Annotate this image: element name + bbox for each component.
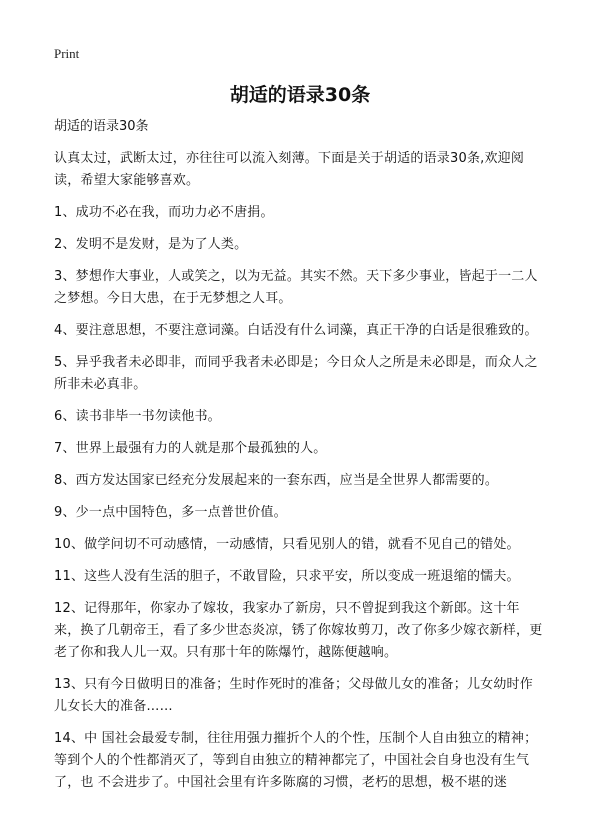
quote-item: 3、梦想作大事业，人或笑之，以为无益。其实不然。天下多少事业，皆起于一二人之梦想。今日大患，在于无梦想之人耳。 — [54, 269, 538, 306]
quote-item: 7、世界上最强有力的人就是那个最孤独的人。 — [54, 441, 327, 456]
quote-item: 11、这些人没有生活的胆子，不敢冒险，只求平安，所以变成一班退缩的懦夫。 — [54, 569, 520, 584]
quote-item: 6、读书非毕一书勿读他书。 — [54, 409, 221, 424]
quote-item: 8、西方发达国家已经充分发展起来的一套东西，应当是全世界人都需要的。 — [54, 473, 499, 488]
article-subtitle: 胡适的语录30条 — [54, 119, 149, 134]
quote-item: 10、做学问切不可动感情，一动感情，只看见别人的错，就看不见自己的错处。 — [54, 537, 520, 552]
quote-item: 12、记得那年，你家办了嫁妆，我家办了新房，只不曾捉到我这个新郎。这十年来，换了几朝帝王，看了多少世态炎凉，锈了你嫁妆剪刀，改了你多少嫁衣新样，更老了你和我人儿一双。只有那十年的陈爆竹，越陈便越响。 — [54, 601, 543, 660]
article-intro: 认真太过，武断太过，亦往往可以流入刻薄。下面是关于胡适的语录30条,欢迎阅读，希望大家能够喜欢。 — [54, 151, 525, 188]
quote-item: 4、要注意思想，不要注意词藻。白话没有什么词藻，真正干净的白话是很雅致的。 — [54, 323, 538, 338]
quote-item: 2、发明不是发财，是为了人类。 — [54, 237, 248, 252]
quote-item: 14、中 国社会最爱专制，往往用强力摧折个人的个性，压制个人自由独立的精神；等到个人的个性都消灭了，等到自由独立的精神都完了，中国社会自身也没有生气了，也 不会进步了。中国社会里有许多陈腐的习惯，老朽的思想，极不堪的迷 — [54, 731, 538, 790]
quote-item: 9、少一点中国特色，多一点普世价值。 — [54, 505, 287, 520]
article-body — [54, 116, 544, 804]
quote-item: 13、只有今日做明日的准备；生时作死时的准备；父母做儿女的准备；儿女幼时作儿女长大的准备…… — [54, 677, 533, 714]
page-title: 胡适的语录30条 — [229, 84, 371, 106]
quote-item: 5、异乎我者未必即非，而同乎我者未必即是；今日众人之所是未必即是，而众人之所非未必真非。 — [54, 355, 538, 392]
print-link[interactable]: Print — [54, 46, 80, 61]
quote-item: 1、成功不必在我，而功力必不唐捐。 — [54, 205, 274, 220]
